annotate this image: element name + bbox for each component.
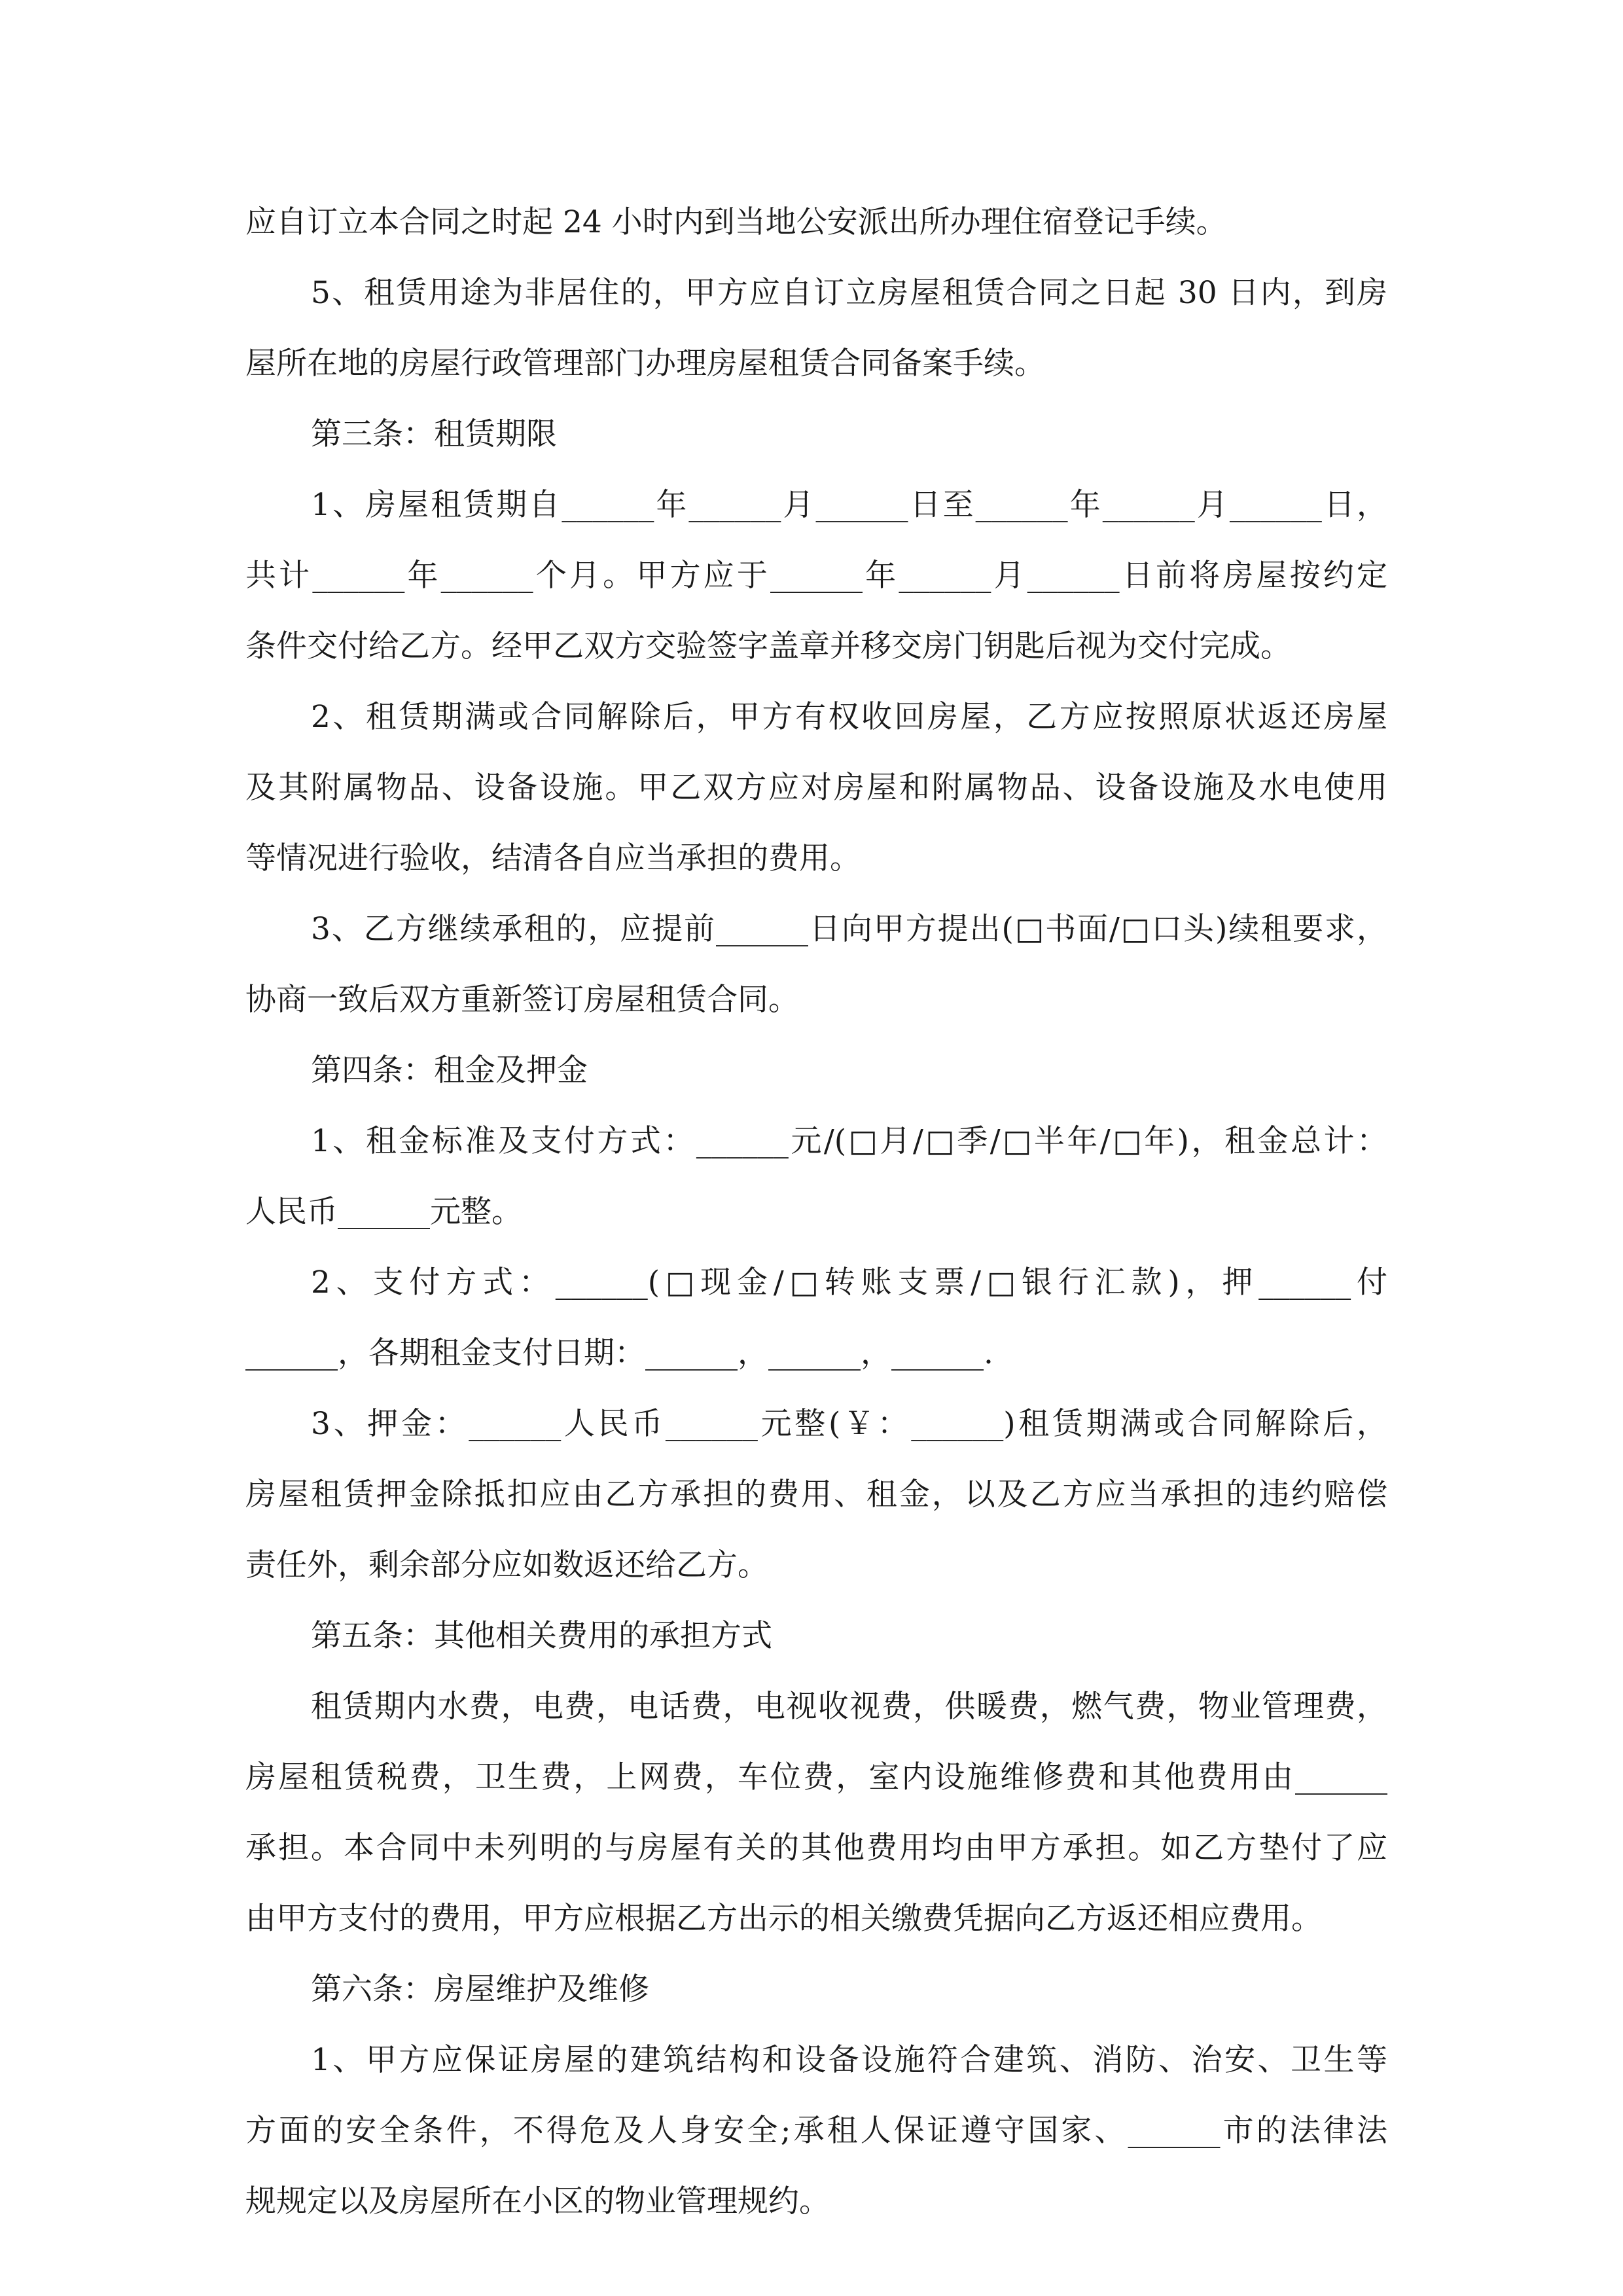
paragraph-line: 方面的安全条件，不得危及人身安全;承租人保证遵守国家、______市的法律法 [245, 2113, 1387, 2149]
paragraph-line: 1、房屋租赁期自______年______月______日至______年______月______日， [311, 487, 1387, 523]
section-heading: 第三条：租赁期限 [311, 416, 557, 452]
paragraph-line: 房屋租赁押金除抵扣应由乙方承担的费用、租金，以及乙方应当承担的违约赔偿 [245, 1477, 1387, 1513]
paragraph-line: 由甲方支付的费用，甲方应根据乙方出示的相关缴费凭据向乙方返还相应费用。 [245, 1901, 1322, 1937]
paragraph-line: 责任外，剩余部分应如数返还给乙方。 [245, 1547, 768, 1583]
paragraph-line: 协商一致后双方重新签订房屋租赁合同。 [245, 982, 799, 1018]
paragraph-line: 租赁期内水费，电费，电话费，电视收视费，供暖费，燃气费，物业管理费， [311, 1689, 1387, 1725]
paragraph-line: 规规定以及房屋所在小区的物业管理规约。 [245, 2183, 830, 2219]
paragraph-line: 人民币______元整。 [245, 1194, 522, 1230]
paragraph-line: 等情况进行验收，结清各自应当承担的费用。 [245, 840, 861, 876]
paragraph-line: 1、租金标准及支付方式：______元/(□月/□季/□半年/□年)，租金总计： [311, 1123, 1387, 1159]
paragraph-line: 及其附属物品、设备设施。甲乙双方应对房屋和附属物品、设备设施及水电使用 [245, 770, 1387, 806]
paragraph-line: 屋所在地的房屋行政管理部门办理房屋租赁合同备案手续。 [245, 346, 1045, 382]
paragraph-line: 3、押金：______人民币______元整(￥：______)租赁期满或合同解除后， [311, 1406, 1387, 1442]
section-heading: 第五条：其他相关费用的承担方式 [311, 1618, 772, 1654]
paragraph-line: ______，各期租金支付日期：______，______，______. [245, 1335, 993, 1371]
paragraph-line: 承担。本合同中未列明的与房屋有关的其他费用均由甲方承担。如乙方垫付了应 [245, 1830, 1387, 1866]
paragraph-line: 共计______年______个月。甲方应于______年______月______日前将房屋按约定 [245, 558, 1387, 594]
paragraph-line: 条件交付给乙方。经甲乙双方交验签字盖章并移交房门钥匙后视为交付完成。 [245, 628, 1291, 664]
paragraph-line: 2、租赁期满或合同解除后，甲方有权收回房屋，乙方应按照原状返还房屋 [311, 699, 1387, 735]
paragraph-line: 2、支付方式：______(□现金/□转账支票/□银行汇款)，押______付 [311, 1265, 1387, 1300]
section-heading: 第四条：租金及押金 [311, 1052, 588, 1088]
document-body [245, 198, 1387, 2248]
paragraph-line: 1、甲方应保证房屋的建筑结构和设备设施符合建筑、消防、治安、卫生等 [311, 2042, 1387, 2078]
section-heading: 第六条：房屋维护及维修 [311, 1971, 649, 2007]
paragraph-line: 房屋租赁税费，卫生费，上网费，车位费，室内设施维修费和其他费用由______ [245, 1759, 1387, 1795]
paragraph-line: 3、乙方继续承租的，应提前______日向甲方提出(□书面/□口头)续租要求， [311, 911, 1387, 947]
paragraph-line: 应自订立本合同之时起 24 小时内到当地公安派出所办理住宿登记手续。 [245, 204, 1227, 240]
paragraph-line: 5、租赁用途为非居住的，甲方应自订立房屋租赁合同之日起 30 日内，到房 [311, 275, 1387, 311]
